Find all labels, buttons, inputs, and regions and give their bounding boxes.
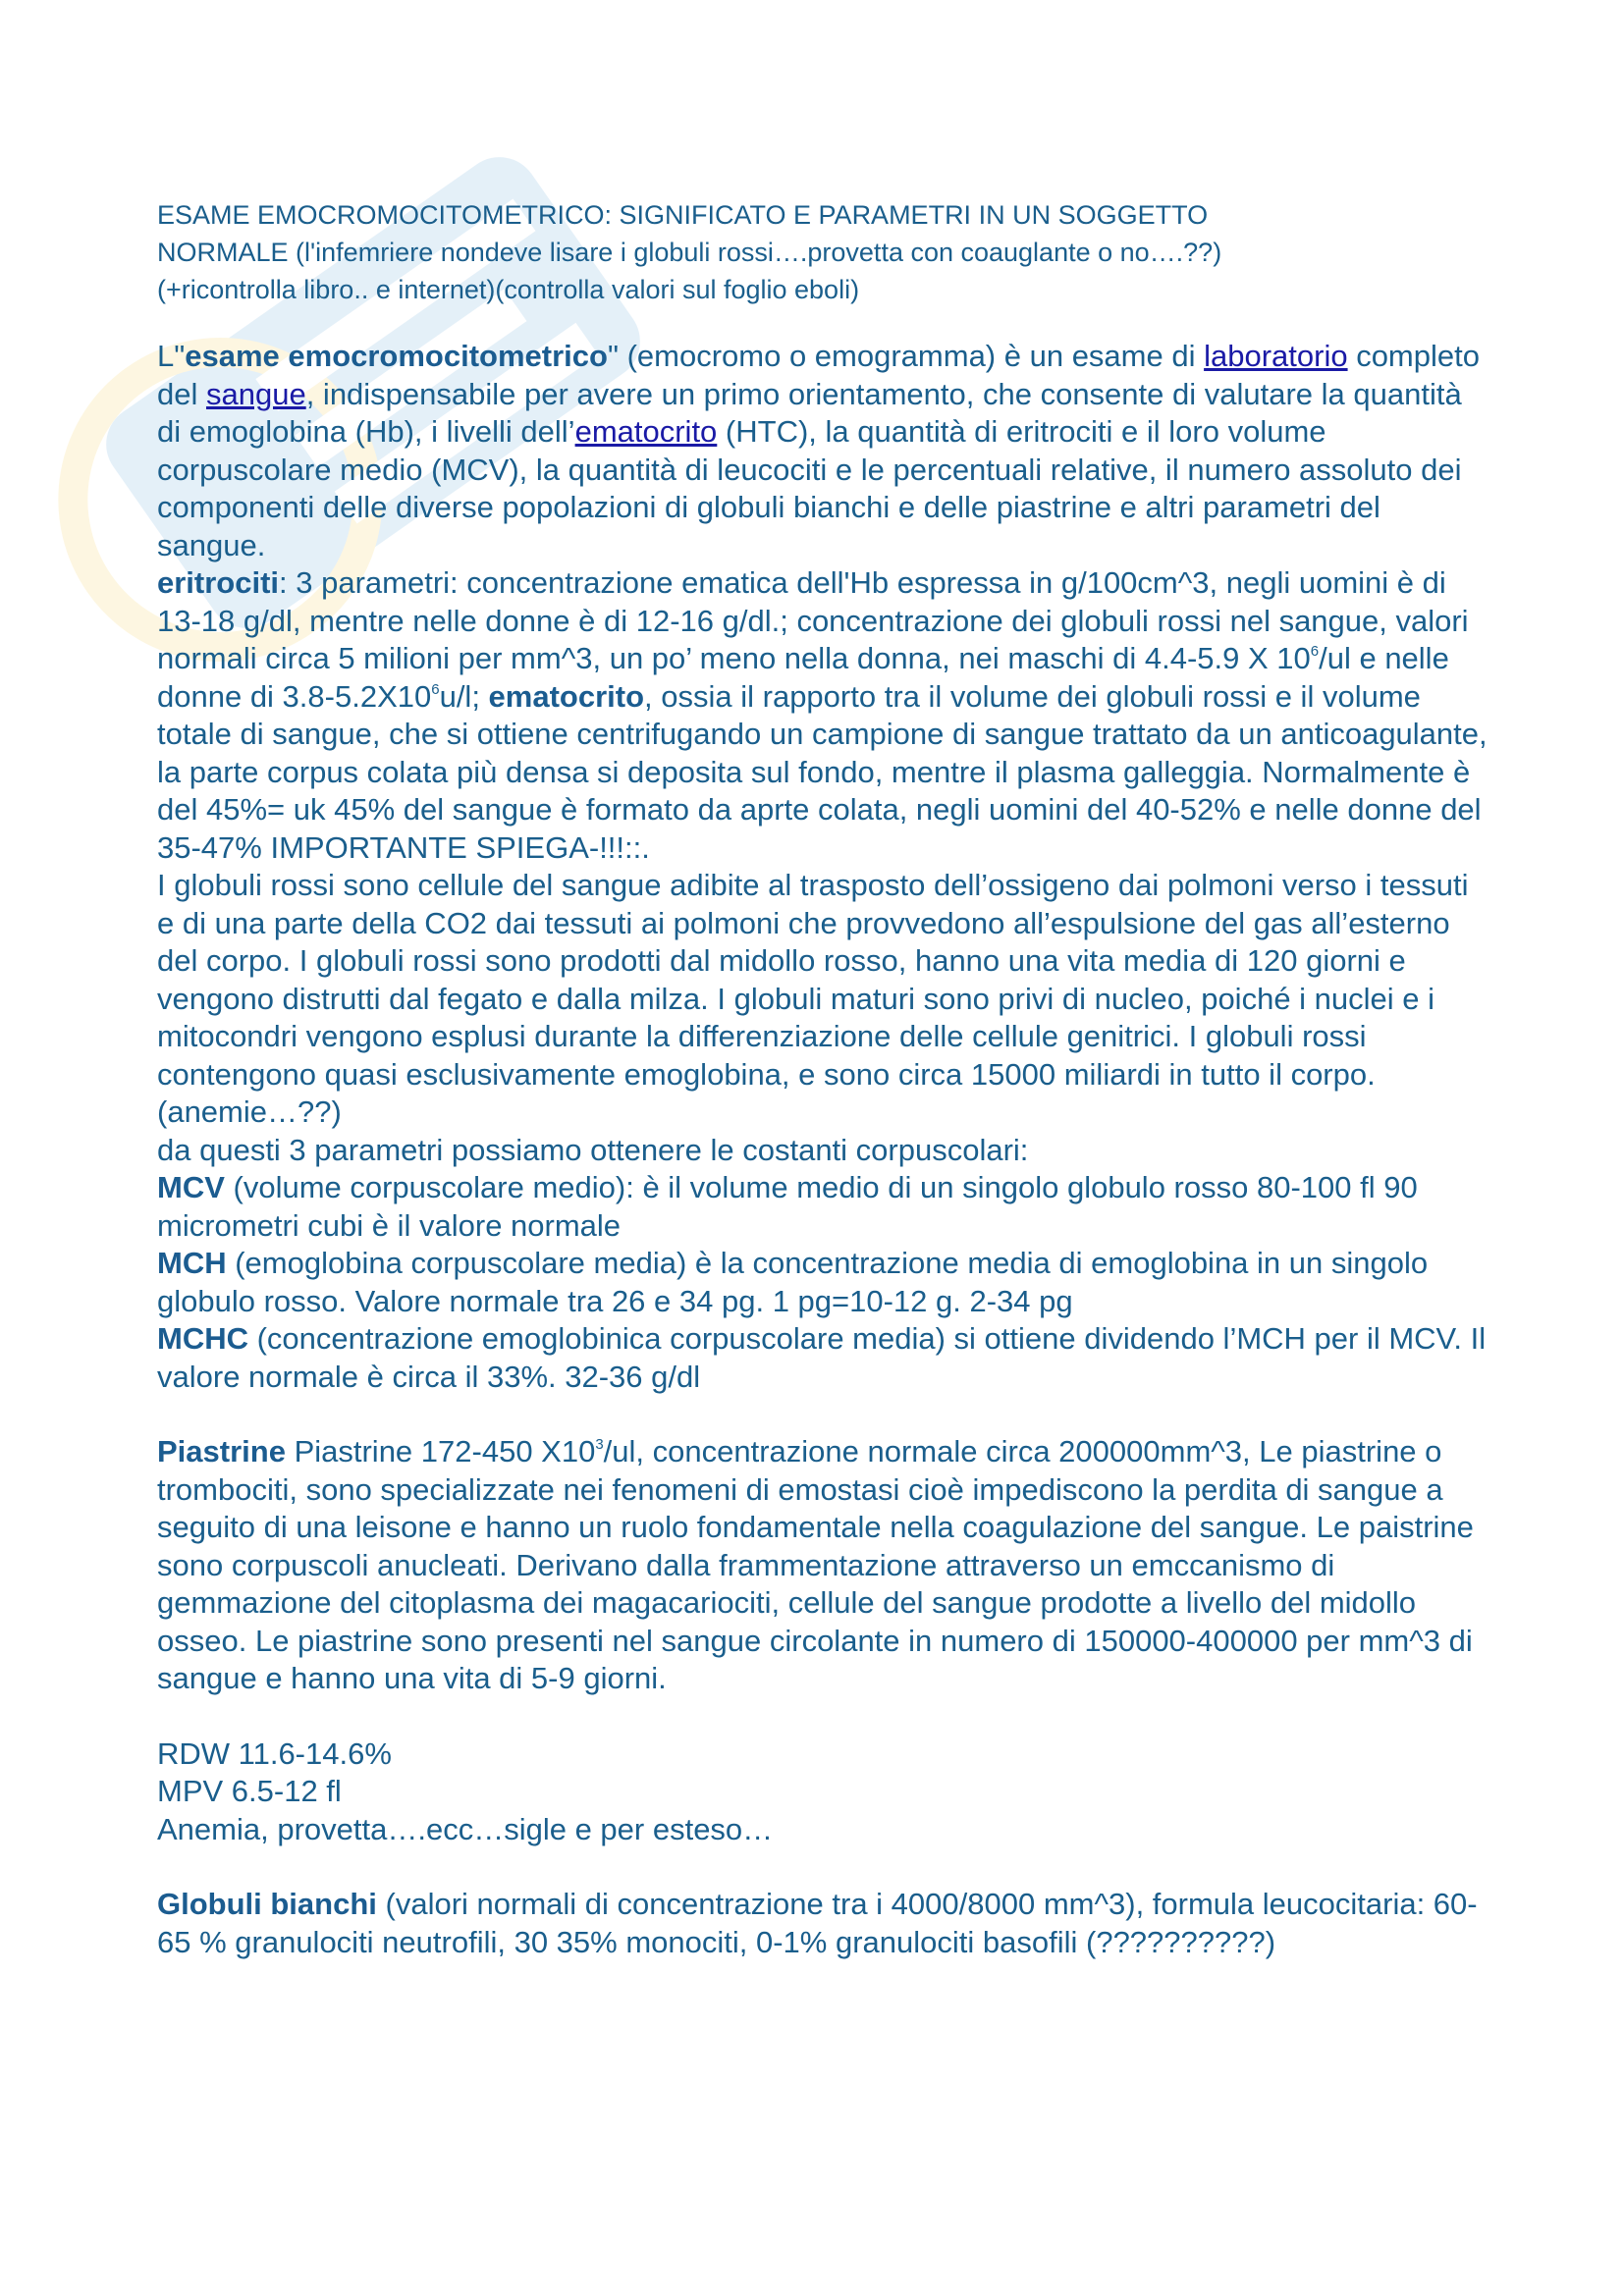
spacer [157,1396,1492,1433]
link-ematocrito[interactable]: ematocrito [574,414,718,449]
link-sangue[interactable]: sangue [205,376,306,411]
document-body [157,338,1492,1961]
value-line: Anemia, provetta….ecc…sigle e per esteso… [157,1811,774,1846]
bold-term: eritrociti [157,565,280,600]
bold-term: ematocrito [488,678,645,714]
mchc-paragraph: MCHC (concentrazione emoglobinica corpuscolare media) si ottiene dividendo l’MCH per il MCV. Il valore normale è circa il 33%. 32-36 g/dl [157,1321,1487,1394]
mcv-paragraph: MCV (volume corpuscolare medio): è il volume medio di un singolo globulo rosso 80-100 fl 90 micrometri cubi è il valore normale [157,1170,1418,1243]
intro-paragraph: L"esame emocromocitometrico" (emocromo o emogramma) è un esame di laboratorio completo del sangue, indispensabile per avere un primo orientamento, che consente di valutare la quantità di emoglobina (Hb), i livelli dell’ematocrito (HTC), la quantità di eritrociti e il loro volume corpuscolare medio (MCV), la quantità di leucociti e le percentuali relative, il numero assoluto dei componenti delle diverse popolazioni di globuli bianchi e delle piastrine e altri parametri del sangue. [157,339,1480,562]
title-line: NORMALE (l'infemriere nondeve lisare i globuli rossi….provetta con coauglante o no….??) [157,238,1222,267]
document-title [157,196,1492,308]
piastrine-paragraph: Piastrine Piastrine 172-450 $X10^3/ul$, concentrazione normale circa 200000mm^3, Le piastrine o trombociti, sono specializzate nei fenomeni di emostasi cioè impediscono la perdita di sangue a seguito di una leisone e hanno un ruolo fondamentale nella coagulazione del sangue. Le paistrine sono corpuscoli anucleati. Derivano dalla frammentazione attraverso un emccanismo di gemmazione del citoplasma dei magacariociti, cellule del sangue prodotte a livello del midollo osseo. Le piastrine sono presenti nel sangue circolante in numero di 150000-400000 per mm^3 di sangue e hanno una vita di 5-9 giorni. [157,1434,1474,1695]
bold-term: MCHC [157,1321,248,1356]
document-page [157,196,1492,1961]
spacer [157,1698,1492,1735]
mch-paragraph: MCH (emoglobina corpuscolare media) è la concentrazione media di emoglobina in un singolo globulo rosso. Valore normale tra 26 e 34 pg. 1 pg=10-12 g. 2-34 pg [157,1246,1429,1318]
bold-term: MCV [157,1170,225,1204]
spacer [157,1848,1492,1886]
title-line: ESAME EMOCROMOCITOMETRICO: SIGNIFICATO E PARAMETRI IN UN SOGGETTO [157,200,1209,230]
bold-term: esame emocromocitometrico [185,339,608,373]
link-laboratorio[interactable]: laboratorio [1204,339,1348,373]
bold-term: Globuli bianchi [157,1887,377,1921]
title-line: (+ricontrolla libro.. e internet)(controlla valori sul foglio eboli) [157,275,860,304]
bold-term: MCH [157,1246,227,1280]
costanti-intro: da questi 3 parametri possiamo ottenere le costanti corpuscolari: [157,1132,1029,1167]
bold-term: Piastrine [157,1434,286,1468]
globuli-bianchi-paragraph: Globuli bianchi (valori normali di concentrazione tra i 4000/8000 mm^3), formula leucocitaria: 60-65 % granulociti neutrofili, 30 35% monociti, 0-1% granulociti basofili (??????????) [157,1887,1478,1959]
value-line: RDW 11.6-14.6% [157,1735,392,1771]
eritrociti-paragraph: eritrociti: 3 parametri: concentrazione ematica dell'Hb espressa in g/100cm^3, negli uomini è di 13-18 g/dl, mentre nelle donne è di 12-16 g/dl.; concentrazione dei globuli rossi nel sangue, valori normali circa 5 milioni per mm^3, un po’ meno nella donna, nei maschi di 4.4-5.9 X $10^6/ul$ e nelle donne di $3.8-5.2X10^6u/l$; ematocrito, ossia il rapporto tra il volume dei globuli rossi e il volume totale di sangue, che si ottiene centrifugando un campione di sangue trattato da un anticoagulante, la parte corpus colata più densa si deposita sul fondo, mentre il plasma galleggia. Normalmente è del 45%= uk 45% del sangue è formato da aprte colata, negli uomini del 40-52% e nelle donne del 35-47% IMPORTANTE SPIEGA-!!!::. [157,565,1488,865]
value-line: MPV 6.5-12 fl [157,1774,342,1808]
globuli-rossi-paragraph: I globuli rossi sono cellule del sangue adibite al trasposto dell’ossigeno dai polmoni verso i tessuti e di una parte della CO2 dai tessuti ai polmoni che provvedono all’espulsione del gas all’esterno del corpo. I globuli rossi sono prodotti dal midollo rosso, hanno una vita media di 120 giorni e vengono distrutti dal fegato e dalla milza. I globuli maturi sono privi di nucleo, poiché i nuclei e i mitocondri vengono esplusi durante la differenziazione delle cellule genitrici. I globuli rossi contengono quasi esclusivamente emoglobina, e sono circa 15000 miliardi in tutto il corpo. (anemie…??) [157,868,1469,1129]
